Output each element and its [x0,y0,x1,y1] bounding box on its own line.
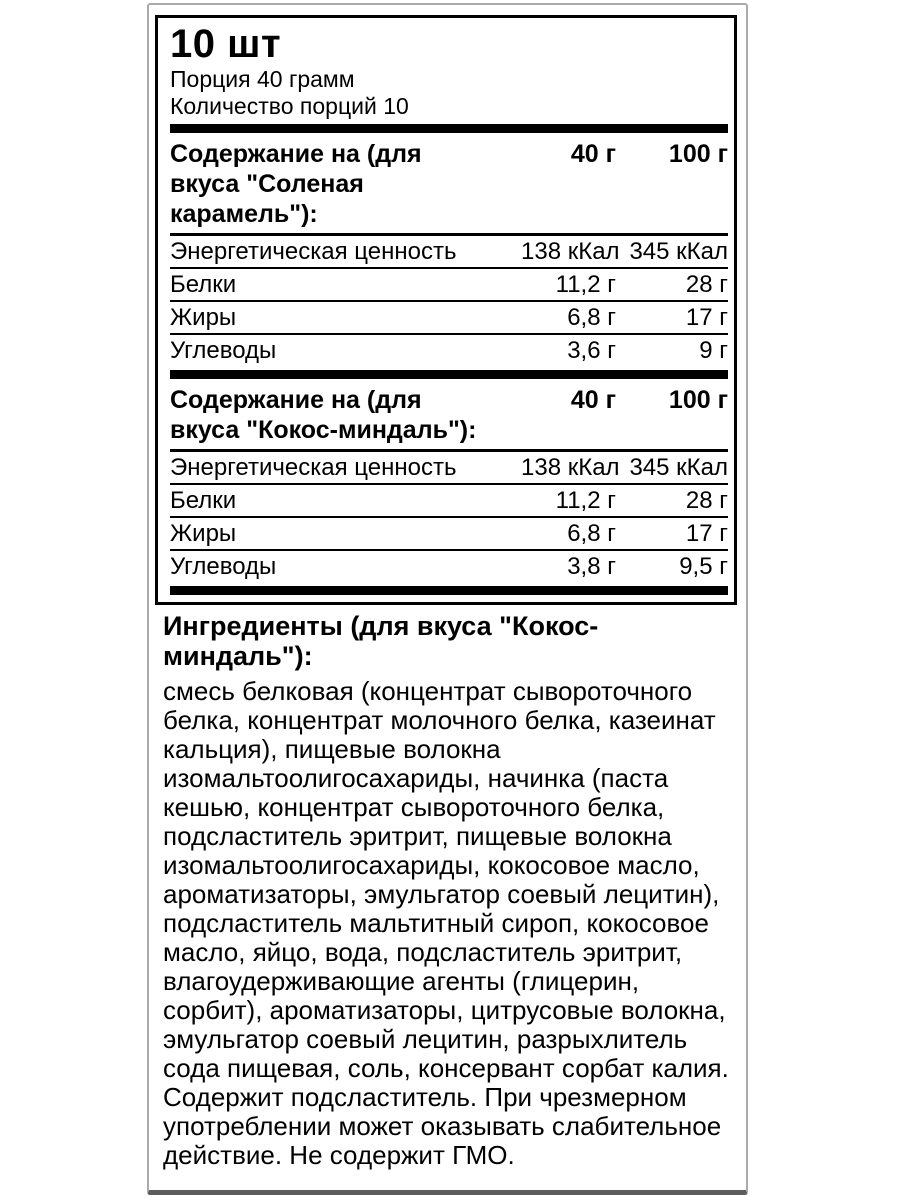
row-label: Жиры [170,519,237,547]
table-title-line: Содержание на (для [170,140,422,168]
table-title-line: вкуса "Кокос-миндаль"): [170,416,477,444]
divider-bar [170,370,728,379]
table-row [170,452,728,485]
row-value-100g: 28 г [685,270,728,298]
row-value-40g: 11,2 г [555,270,616,298]
row-label: Углеводы [170,336,277,364]
row-value-40g: 3,6 г [567,336,616,364]
table-row [170,236,728,269]
divider-bar [170,586,728,595]
row-value-40g: 138 кКал [521,453,620,481]
table-row [170,269,728,302]
table-title-line: Содержание на (для [170,386,422,414]
quantity-heading: 10 шт [170,22,282,66]
table-row [170,518,728,551]
divider-bar [170,124,728,133]
row-value-40g: 3,8 г [567,552,616,580]
nutrition-table-coconut-almond [170,383,728,582]
row-value-100g: 9,5 г [679,552,728,580]
table-title-line: вкуса "Соленая [170,170,364,198]
row-label: Белки [170,486,237,514]
table-row [170,302,728,335]
row-value-40g: 138 кКал [521,237,620,265]
table-title [170,385,521,445]
table-header [170,383,728,452]
table-row [170,485,728,518]
ingredients-text: смесь белковая (концентрат сывороточного белка, концентрат молочного белка, казеинат кальция), пищевые волокна изомальтоолигосахариды, начинка (паста кешью, концентрат сывороточного белка, подсластитель эритрит, пищевые волокна изомальтоолигосахариды, кокосовое масло, ароматизаторы, эмульгатор соевый лецитин), подсластитель мальтитный сироп, кокосовое масло, яйцо, вода, подсластитель эритрит, влагоудерживающие агенты (глицерин, сорбит), ароматизаторы, цитрусовые волокна, эмульгатор соевый лецитин, разрыхлитель сода пищевая, соль, консервант сорбат калия. Содержит подсластитель. При чрезмерном употреблении может оказывать слабительное действие. Не содержит ГМО. [163,676,729,1170]
row-value-40g: 6,8 г [567,519,616,547]
row-value-100g: 17 г [685,303,728,331]
row-value-40g: 11,2 г [555,486,616,514]
row-value-100g: 345 кКал [629,237,728,265]
column-header-40g: 40 г [570,140,616,168]
row-value-100g: 345 кКал [629,453,728,481]
row-label: Энергетическая ценность [170,237,457,265]
row-label: Энергетическая ценность [170,453,457,481]
row-value-100g: 17 г [685,519,728,547]
table-title [170,139,521,229]
row-value-40g: 6,8 г [567,303,616,331]
servings-count-text: Количество порций 10 [170,93,409,119]
table-row [170,335,728,366]
row-label: Жиры [170,303,237,331]
serving-size-text: Порция 40 грамм [170,66,355,92]
nutrition-facts-box [155,15,737,605]
row-label: Белки [170,270,237,298]
table-title-line: карамель"): [170,200,318,228]
ingredients-section [163,611,738,1170]
table-row [170,551,728,582]
nutrition-table-salted-caramel [170,137,728,366]
column-header-100g: 100 г [668,140,728,168]
row-label: Углеводы [170,552,277,580]
column-header-100g: 100 г [668,386,728,414]
row-value-100g: 28 г [685,486,728,514]
ingredients-heading: Ингредиенты (для вкуса "Кокос-миндаль"): [163,611,599,671]
column-header-40g: 40 г [570,386,616,414]
row-value-100g: 9 г [699,336,728,364]
label-frame [147,3,748,1195]
table-header [170,137,728,236]
